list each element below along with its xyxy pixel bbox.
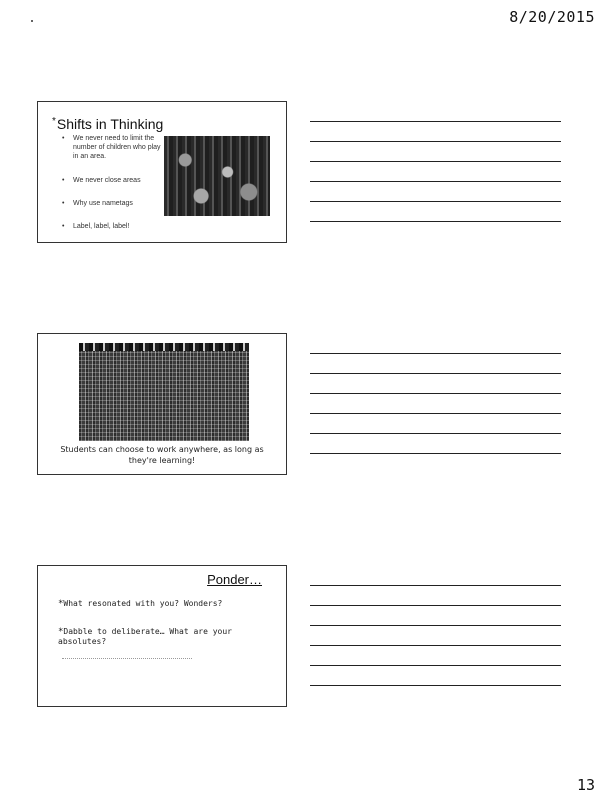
note-line	[310, 585, 561, 586]
bullet-text: We never need to limit the number of children who play in an area.	[73, 135, 161, 160]
note-line	[310, 685, 561, 686]
slide-thumbnail-classroom	[37, 333, 287, 475]
classroom-photo	[164, 136, 270, 216]
note-line	[310, 161, 561, 162]
bullet-item	[62, 199, 164, 208]
note-line	[310, 353, 561, 354]
bullet-list	[62, 134, 164, 231]
bullet-item	[62, 176, 164, 185]
note-line	[310, 221, 561, 222]
bullet-item	[62, 134, 164, 161]
ponder-text: Dabble to deliberate… What are your absolutes?	[58, 627, 232, 646]
note-line	[310, 121, 561, 122]
note-line	[310, 433, 561, 434]
slide-title-text: Shifts in Thinking	[56, 116, 164, 132]
item-asterisk: *	[58, 627, 64, 637]
slide-title	[52, 116, 163, 132]
note-line	[310, 645, 561, 646]
item-asterisk: *	[58, 599, 64, 609]
classroom-photo	[79, 343, 249, 441]
faint-line	[62, 658, 192, 660]
bullet-icon: •	[62, 177, 65, 184]
note-line	[310, 665, 561, 666]
ponder-item	[58, 599, 263, 609]
bullet-icon: •	[62, 200, 65, 207]
bullet-icon: •	[62, 135, 65, 142]
bullet-item	[62, 222, 164, 231]
slide-title: Ponder…	[207, 572, 262, 587]
ponder-text: What resonated with you? Wonders?	[63, 599, 223, 608]
date-header: 8/20/2015	[509, 8, 595, 26]
scan-speck	[31, 20, 33, 22]
note-line	[310, 141, 561, 142]
note-line	[310, 201, 561, 202]
bullet-text: Label, label, label!	[73, 223, 130, 230]
bullet-text: We never close areas	[73, 177, 141, 184]
slide-thumbnail-ponder	[37, 565, 287, 707]
bullet-icon: •	[62, 223, 65, 230]
note-line	[310, 413, 561, 414]
note-line	[310, 625, 561, 626]
note-line	[310, 605, 561, 606]
page-number: 13	[576, 776, 595, 794]
bullet-text: Why use nametags	[73, 200, 133, 207]
note-line	[310, 453, 561, 454]
title-asterisk: *	[52, 116, 56, 127]
note-line	[310, 373, 561, 374]
slide-thumbnail-shifts-in-thinking	[37, 101, 287, 243]
slide-caption: Students can choose to work anywhere, as long as they're learning!	[60, 445, 264, 465]
note-line	[310, 393, 561, 394]
ponder-item	[58, 627, 263, 647]
note-line	[310, 181, 561, 182]
